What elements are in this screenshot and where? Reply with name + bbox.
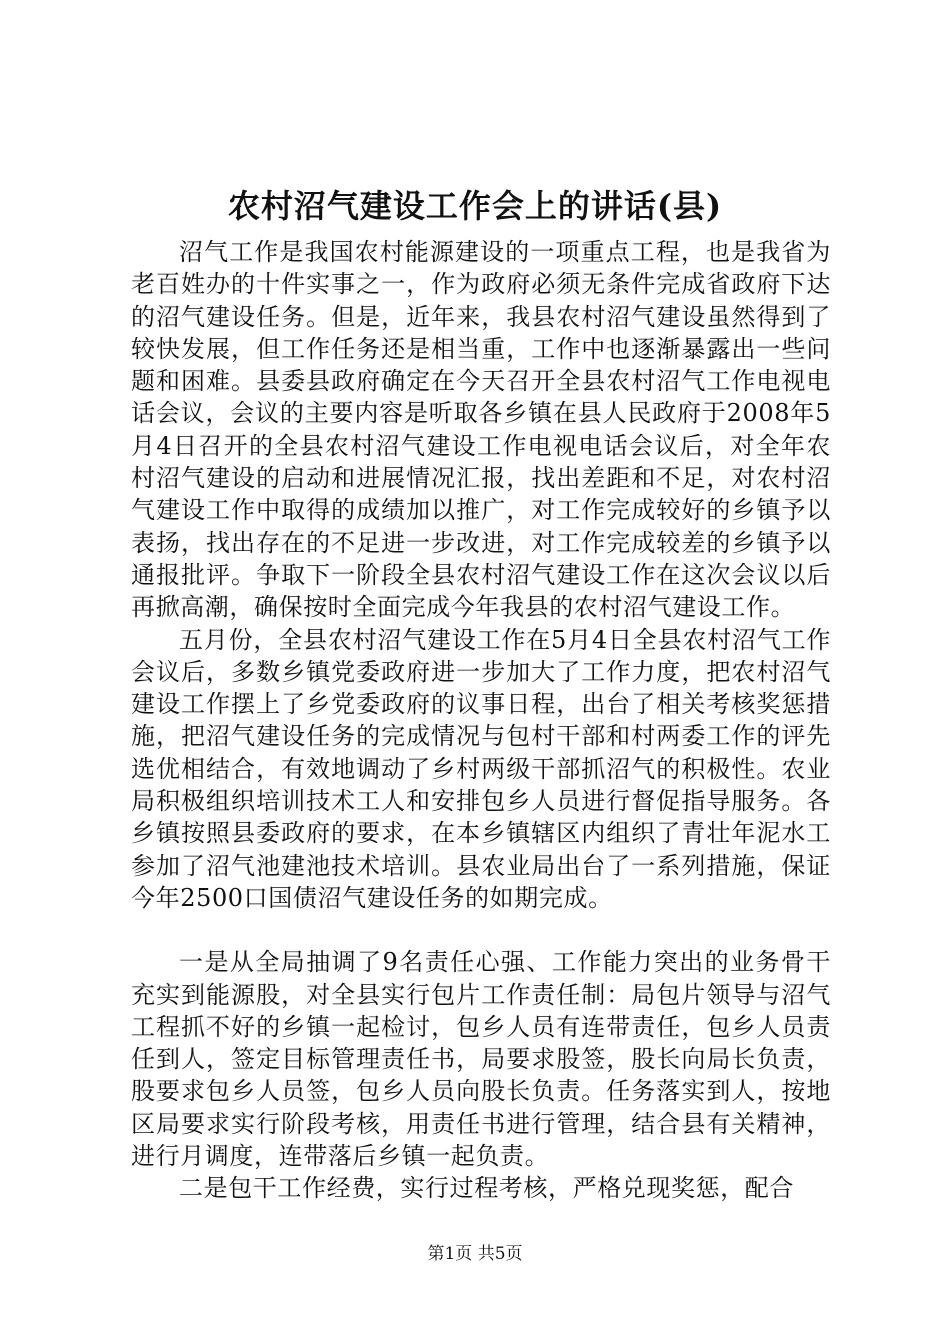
paragraph-4: 二是包干工作经费，实行过程考核，严格兑现奖惩，配合 <box>179 1174 794 1203</box>
page-footer: 第1页 共5页 <box>427 1244 523 1264</box>
paragraph-1: 沼气工作是我国农村能源建设的一项重点工程，也是我省为老百姓办的十件实事之一，作为政府必须无条件完成省政府下达的沼气建设任务。但是，近年来，我县农村沼气建设虽然得到了较快发展，但工作任务还是相当重，工作中也逐渐暴露出一些问题和困难。县委县政府确定在今天召开全县农村沼气工作电视电话会议，会议的主要内容是听取各乡镇在县人民政府于2008年5月4日召开的全县农村沼气建设工作电视电话会议后，对全年农村沼气建设的启动和进展情况汇报，找出差距和不足，对农村沼气建设工作中取得的成绩加以推广，对工作完成较好的乡镇予以表扬，找出存在的不足进一步改进，对工作完成较差的乡镇予以通报批评。争取下一阶段全县农村沼气建设工作在这次会议以后再掀高潮，确保按时全面完成今年我县的农村沼气建设工作。 <box>131 238 831 622</box>
document-body <box>131 236 831 1205</box>
paragraph-2: 五月份，全县农村沼气建设工作在5月4日全县农村沼气工作会议后，多数乡镇党委政府进一步加大了工作力度，把农村沼气建设工作摆上了乡党委政府的议事日程，出台了相关考核奖惩措施，把沼气建设任务的完成情况与包村干部和村两委工作的评先选优相结合，有效地调动了乡村两级干部抓沼气的积极性。农业局积极组织培训技术工人和安排包乡人员进行督促指导服务。各乡镇按照县委政府的要求，在本乡镇辖区内组织了青壮年泥水工参加了沼气池建池技术培训。县农业局出台了一系列措施，保证今年2500口国债沼气建设任务的如期完成。 <box>131 625 831 912</box>
paragraph-3: 一是从全局抽调了9名责任心强、工作能力突出的业务骨干充实到能源股，对全县实行包片工作责任制：局包片领导与沼气工程抓不好的乡镇一起检讨，包乡人员有连带责任，包乡人员责任到人，签定目标管理责任书，局要求股签，股长向局长负责，股要求包乡人员签，包乡人员向股长负责。任务落实到人，按地区局要求实行阶段考核，用责任书进行管理，结合县有关精神，进行月调度，连带落后乡镇一起负责。 <box>131 948 831 1171</box>
document-title: 农村沼气建设工作会上的讲话(县) <box>227 187 723 225</box>
paragraph-spacer <box>131 914 831 946</box>
